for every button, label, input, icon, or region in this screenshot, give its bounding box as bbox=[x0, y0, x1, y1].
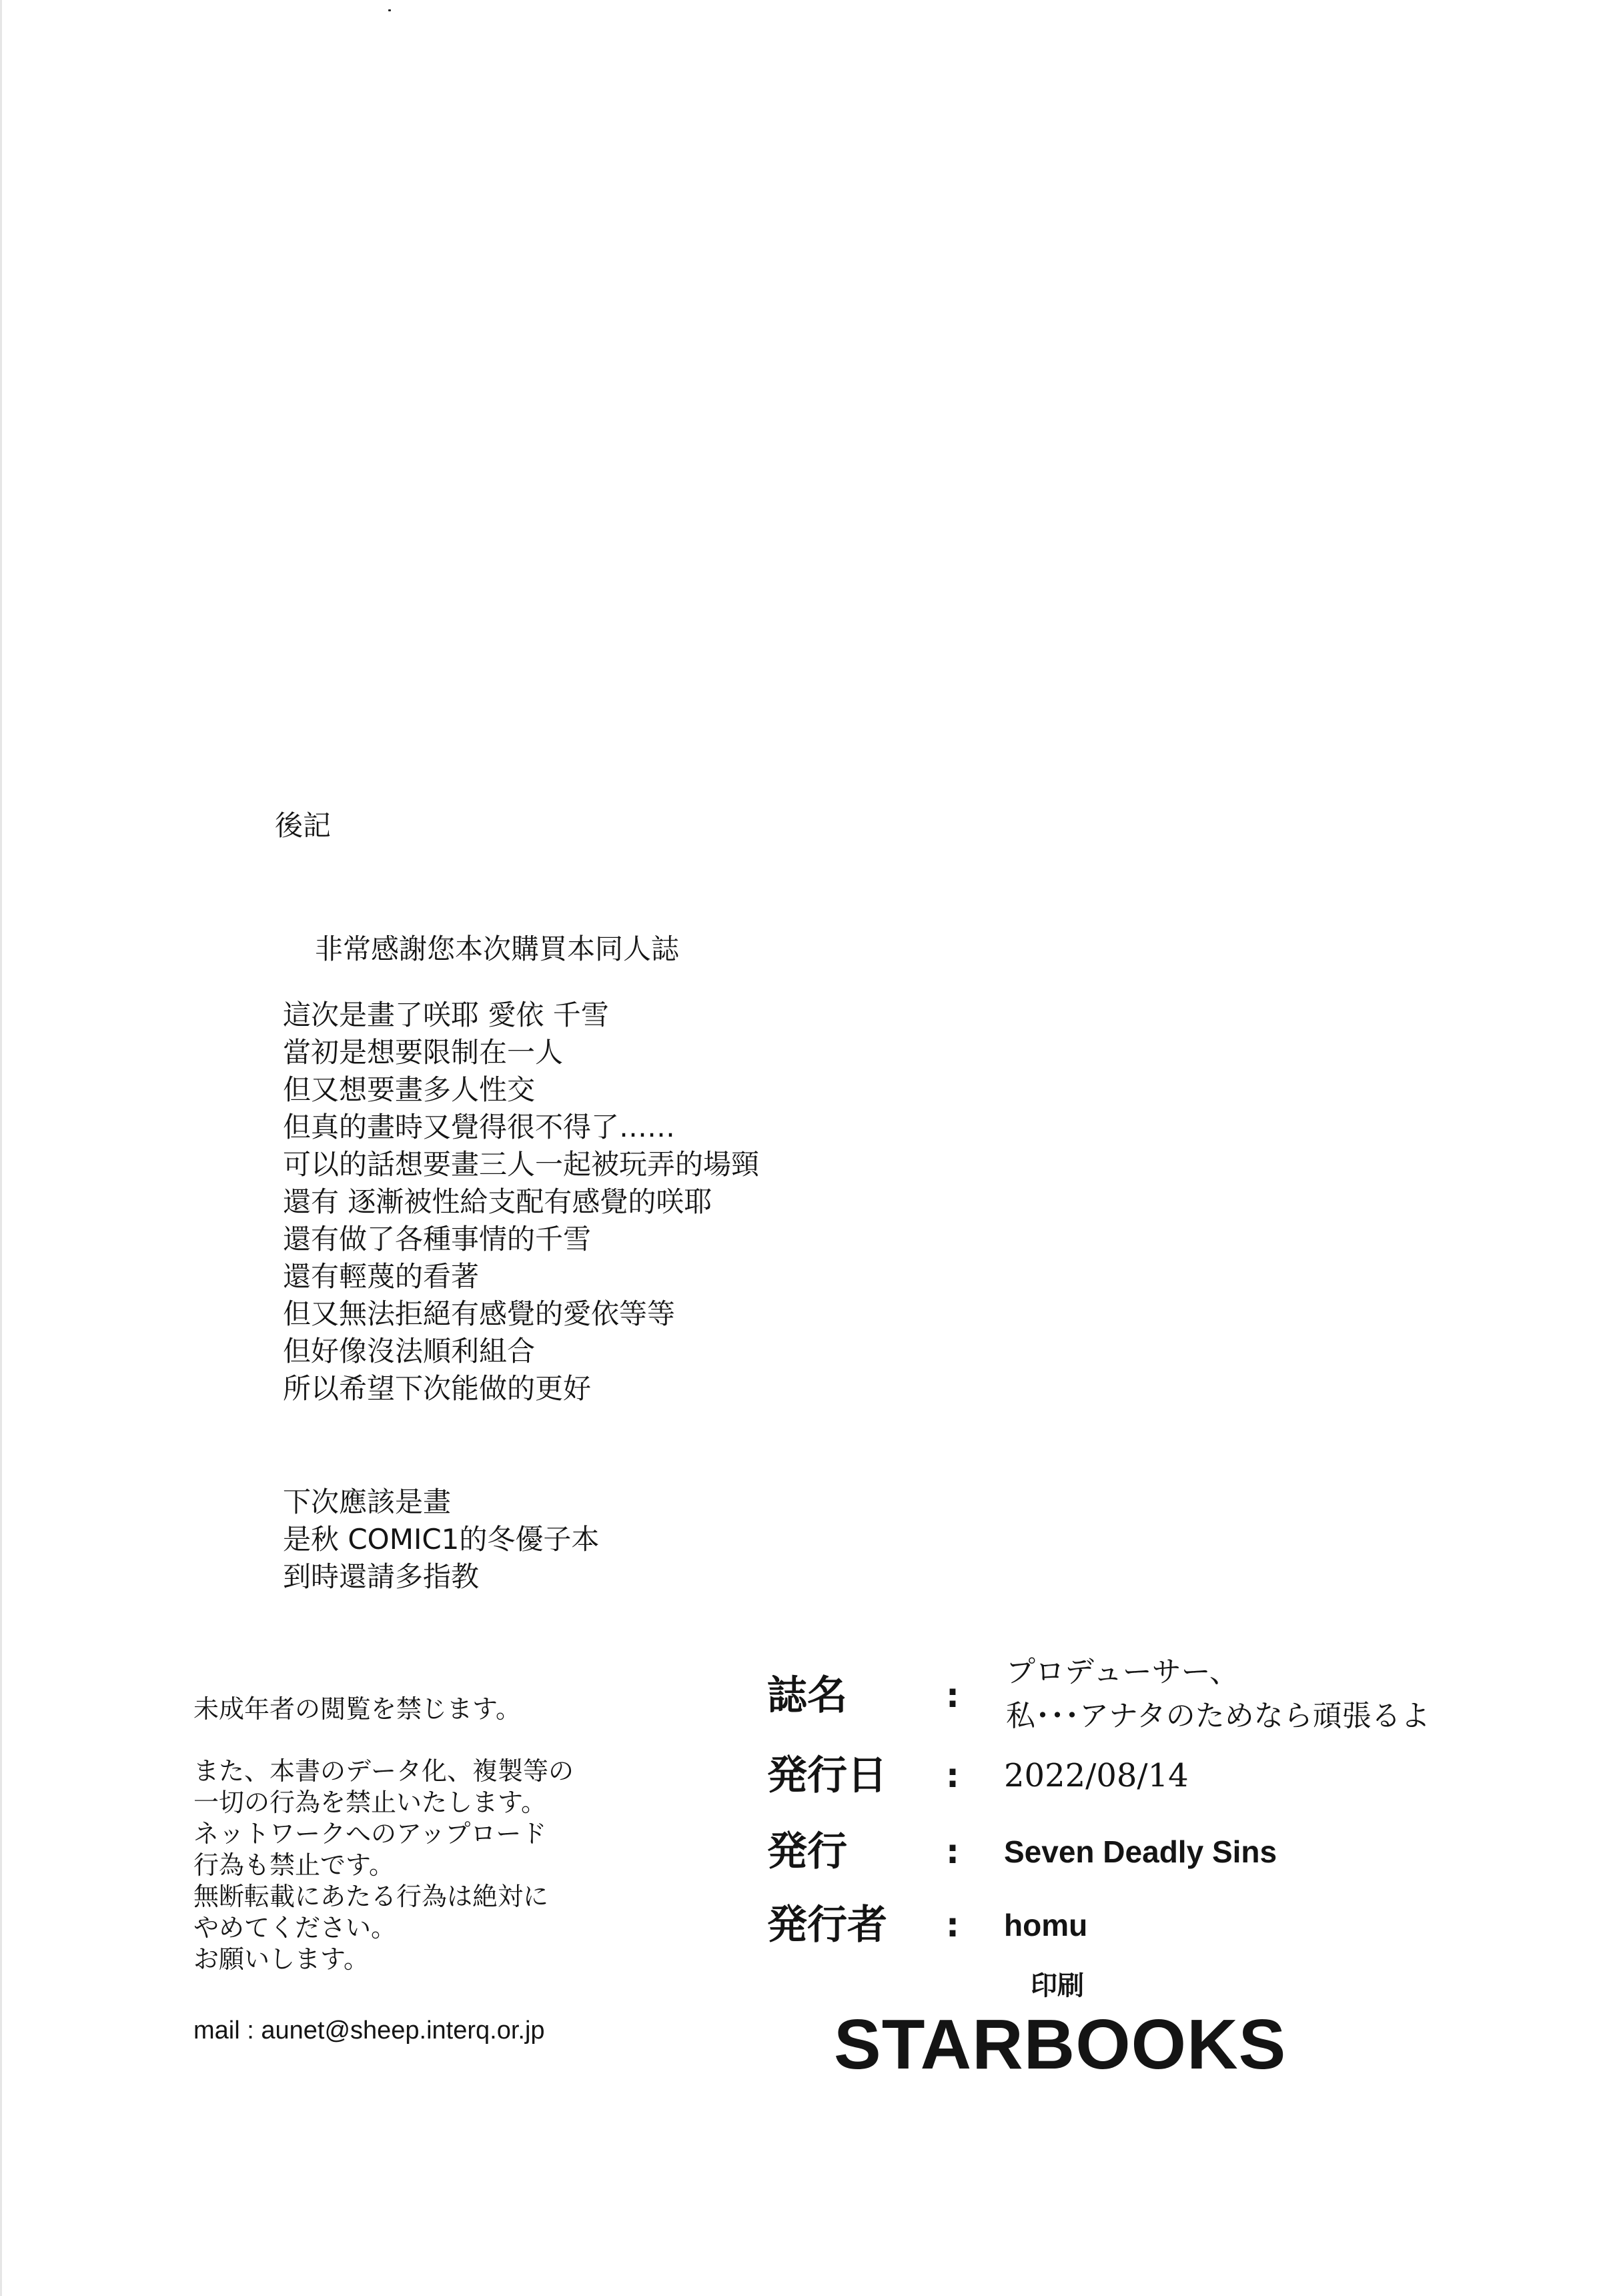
contact-mail: mail : aunet@sheep.interq.or.jp bbox=[193, 2017, 545, 2045]
afterword-line: 這次是畫了咲耶 愛依 千雪 bbox=[283, 999, 609, 1031]
afterword-line: 所以希望下次能做的更好 bbox=[283, 1372, 592, 1405]
afterword-line: 但又無法拒絕有感覺的愛依等等 bbox=[283, 1297, 676, 1330]
minors-notice: 未成年者の閲覧を禁じます。 bbox=[193, 1694, 521, 1724]
circle-name: Seven Deadly Sins bbox=[1004, 1834, 1277, 1869]
publisher-label: 発行者 bbox=[767, 1902, 887, 1948]
notice-line: また、本書のデータ化、複製等の bbox=[193, 1756, 574, 1786]
notice-line: 行為も禁止です。 bbox=[193, 1850, 394, 1880]
afterword-line: 還有 逐漸被性給支配有感覺的咲耶 bbox=[283, 1185, 712, 1218]
next-book-note bbox=[283, 1484, 599, 1596]
afterword-line: 可以的話想要畫三人一起被玩弄的場頸 bbox=[283, 1148, 760, 1181]
afterword-body bbox=[283, 997, 759, 1407]
title-label: 誌名 bbox=[767, 1672, 847, 1719]
notice-line: お願いします。 bbox=[193, 1944, 369, 1974]
date-colon: : bbox=[946, 1756, 959, 1795]
notice-line: やめてください。 bbox=[193, 1913, 397, 1942]
afterword-heading: 後記 bbox=[275, 809, 332, 842]
scan-speck bbox=[388, 9, 391, 11]
title-colon: : bbox=[946, 1676, 959, 1715]
next-book-line: 下次應該是畫 bbox=[283, 1486, 452, 1518]
afterword-line: 還有輕蔑的看著 bbox=[283, 1260, 480, 1293]
book-title-line: 私･･･アナタのためなら頑張るよ bbox=[1006, 1699, 1430, 1733]
afterword-line: 但真的畫時又覺得很不得了…… bbox=[283, 1111, 676, 1143]
book-title-line: プロデューサー、 bbox=[1006, 1655, 1239, 1689]
next-book-line: 是秋 COMIC1的冬優子本 bbox=[283, 1523, 600, 1556]
circle-label: 発行 bbox=[767, 1828, 847, 1875]
publish-date: 2022/08/14 bbox=[1004, 1757, 1189, 1794]
afterword-line: 當初是想要限制在一人 bbox=[283, 1036, 564, 1069]
printer-name: STARBOOKS bbox=[834, 2005, 1287, 2084]
notice-line: ネットワークへのアップロード bbox=[193, 1819, 547, 1848]
thanks-line: 非常感謝您本次購買本同人誌 bbox=[315, 933, 680, 965]
notice-line: 一切の行為を禁止いたします。 bbox=[193, 1788, 546, 1817]
afterword-line: 但好像沒法順利組合 bbox=[283, 1335, 536, 1367]
publisher-name: homu bbox=[1004, 1908, 1088, 1942]
printer-label: 印刷 bbox=[1031, 1970, 1084, 2001]
date-label: 発行日 bbox=[767, 1752, 887, 1799]
book-title bbox=[1006, 1650, 1430, 1738]
afterword-line: 還有做了各種事情的千雪 bbox=[283, 1223, 592, 1255]
publisher-colon: : bbox=[946, 1906, 959, 1944]
notice-line: 無断転載にあたる行為は絶対に bbox=[193, 1882, 549, 1911]
circle-colon: : bbox=[946, 1832, 959, 1871]
afterword-line: 但又想要畫多人性交 bbox=[283, 1073, 536, 1106]
next-book-line: 到時還請多指教 bbox=[283, 1560, 480, 1593]
copyright-notice bbox=[193, 1756, 574, 1975]
